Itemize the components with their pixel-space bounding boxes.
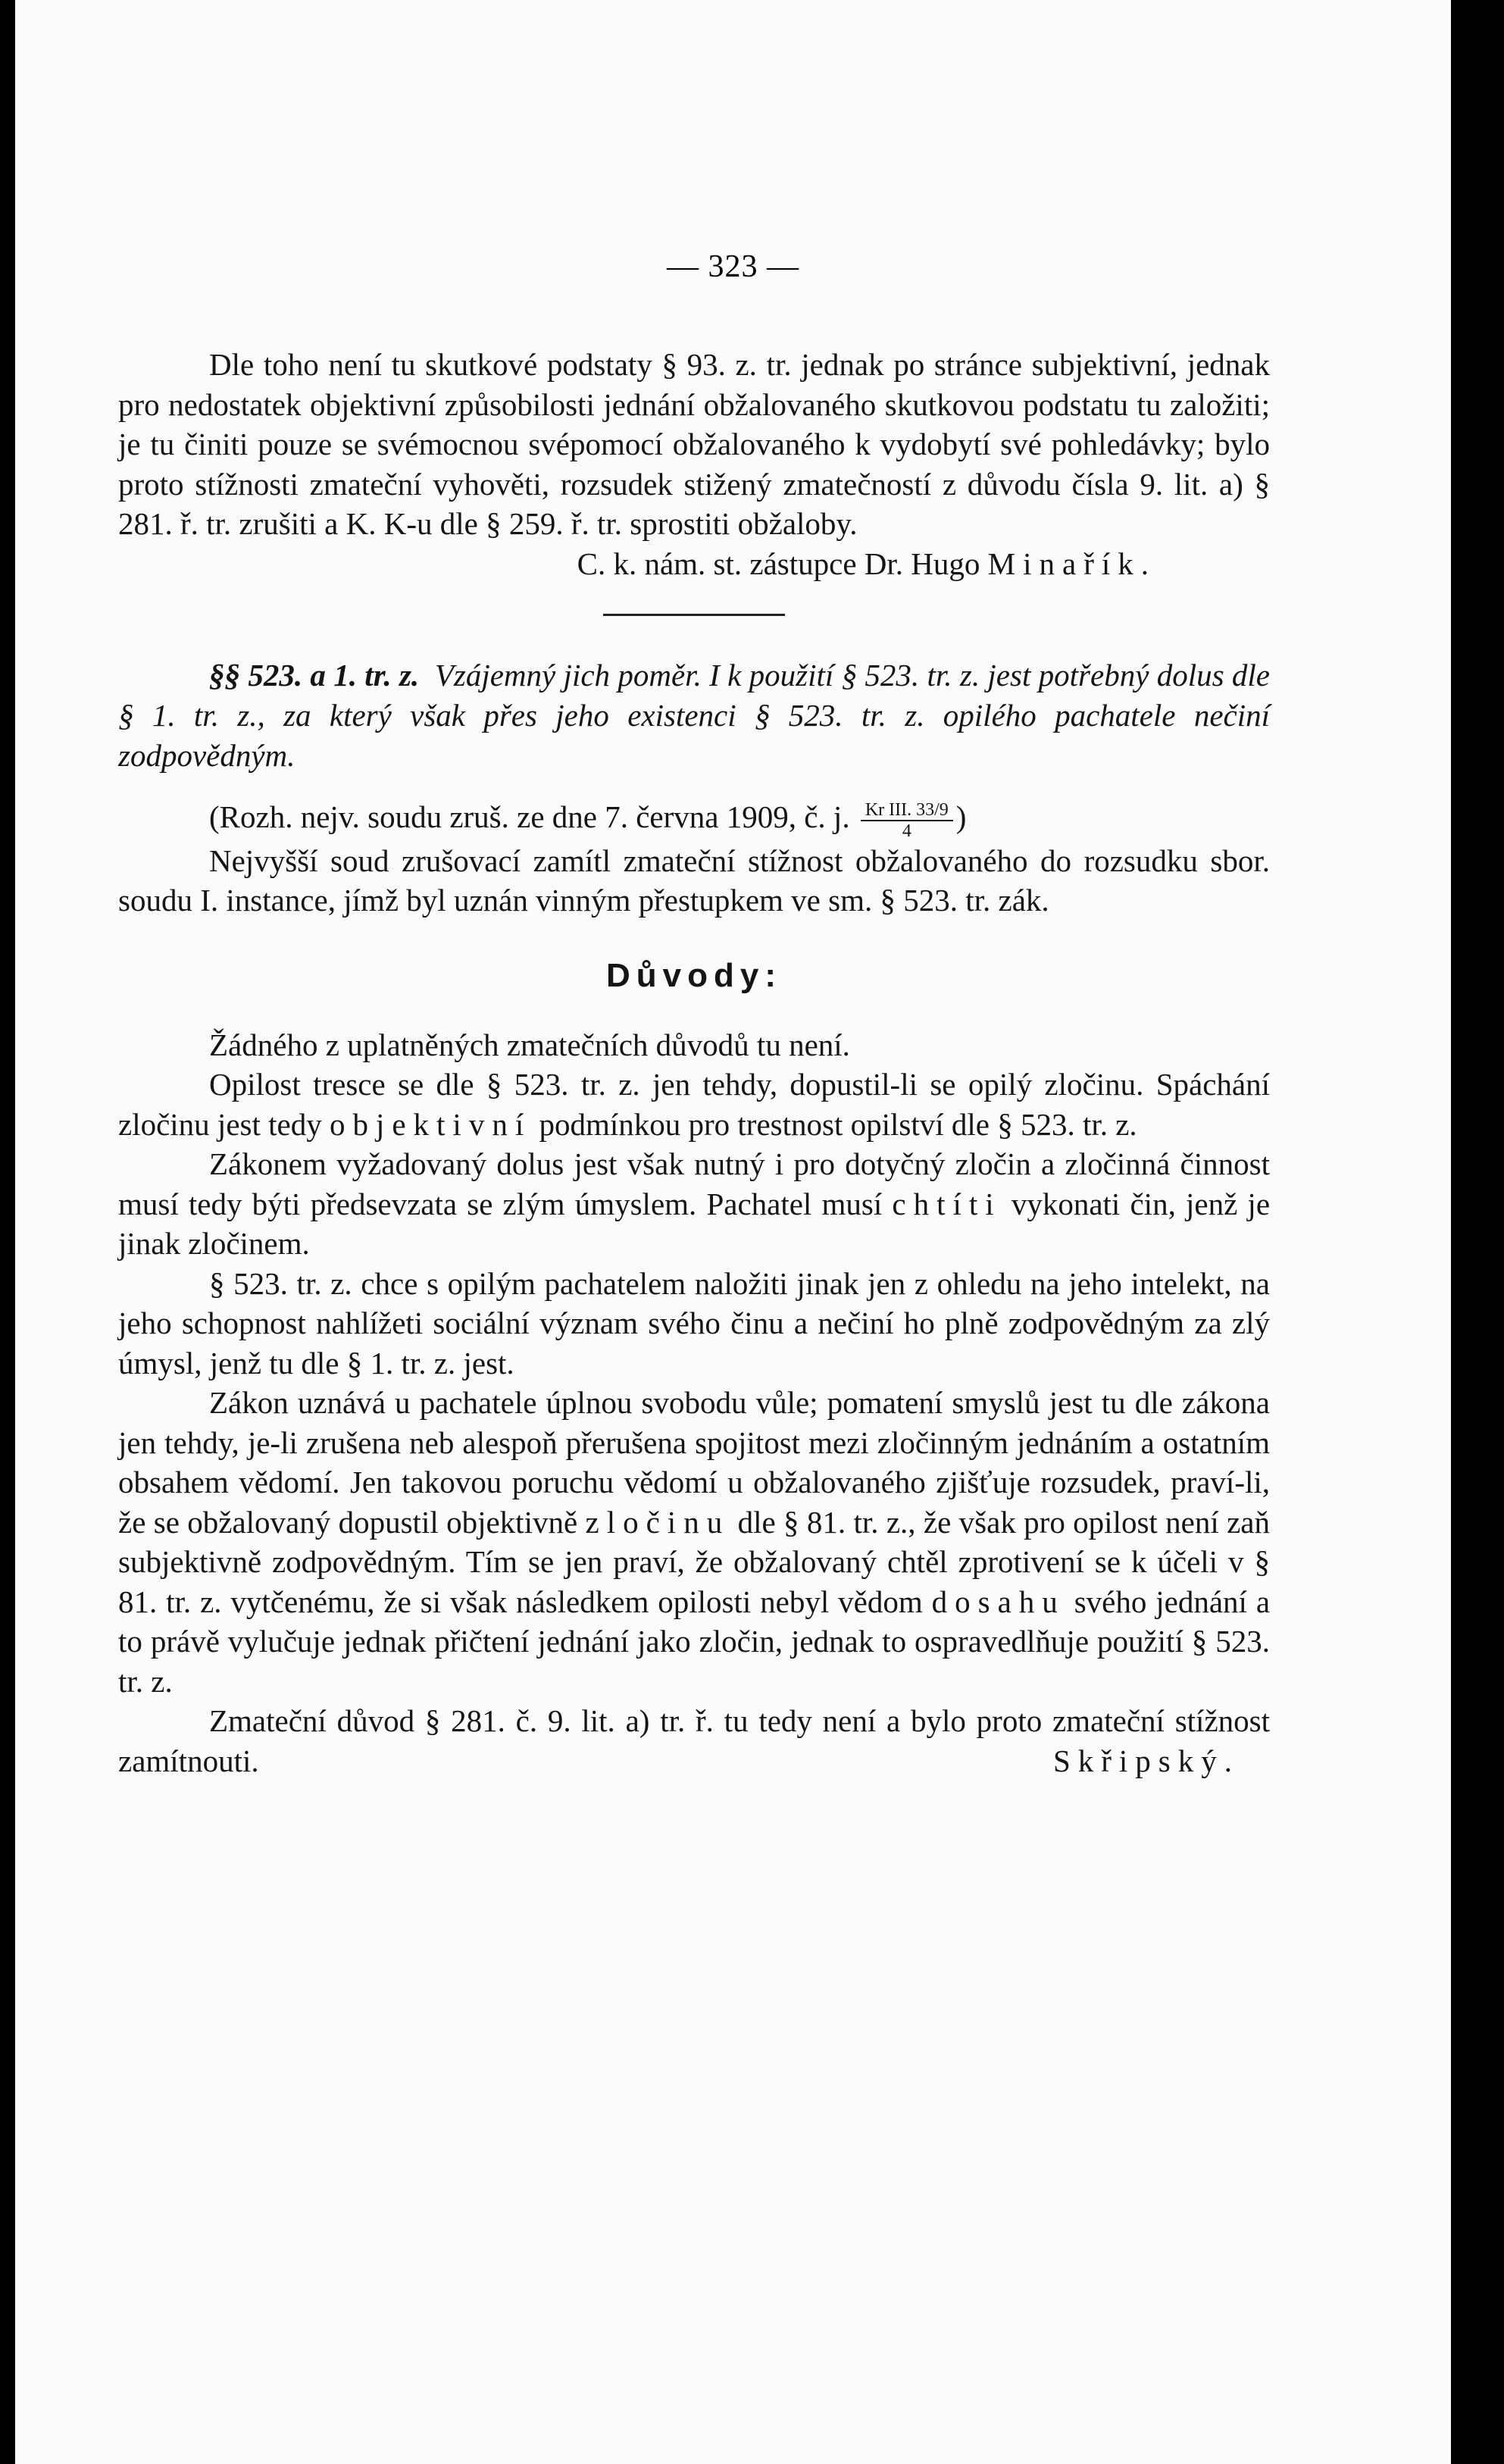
decision-paragraph: Nejvyšší soud zrušovací zamítl zmateční stížnost obžalovaného do rozsudku sbor. soudu I. instance, jímž byl uznán vinným přestupkem ve sm. § 523. tr. zák. bbox=[118, 843, 1270, 918]
signature-line bbox=[118, 544, 1270, 584]
citation-suffix: ) bbox=[955, 799, 967, 834]
document-body bbox=[118, 345, 1270, 1781]
reason-paragraph-2 bbox=[118, 1065, 1270, 1144]
headnote-text: Vzájemný jich poměr. I k použití § 523. tr. z. jest potřebný dolus dle § 1. tr. z., za který však přes jeho existenci § 523. tr. z. opilého pachatele nečiní zodpovědným. bbox=[118, 658, 1270, 773]
reason-6-text: Zmateční důvod § 281. č. 9. lit. a) tr. ř. tu tedy není a bylo proto zmateční stížnost zamítnouti. bbox=[118, 1703, 1270, 1778]
citation-prefix: (Rozh. nejv. soudu zruš. ze dne 7. června 1909, č. j. bbox=[209, 799, 850, 834]
separator-line bbox=[603, 614, 785, 616]
reason-paragraph-5 bbox=[118, 1383, 1270, 1701]
headnote-block bbox=[118, 655, 1270, 776]
reason-5-text-b: dle § 81. tr. z., že však pro opilost není zaň subjektivně zodpovědným. Tím se jen praví, že obžalovaný chtěl zprotivení se k účeli v § 81. tr. z. vytčenému, že si však následkem opilosti nebyl vědom bbox=[118, 1504, 1271, 1619]
reason-3-emphasis: chtíti bbox=[892, 1186, 1002, 1221]
reason-3-text-b: vykonati čin, jenž je jinak zločinem. bbox=[118, 1186, 1271, 1262]
document-page bbox=[15, 0, 1451, 2464]
reason-5-emphasis-1: zločinu bbox=[585, 1504, 730, 1540]
fraction-numerator: Kr III. 33/9 bbox=[861, 800, 953, 821]
signature-prefix: C. k. nám. st. zástupce Dr. Hugo bbox=[577, 546, 980, 581]
fraction-denominator: 4 bbox=[902, 821, 911, 841]
reason-paragraph-6 bbox=[118, 1701, 1270, 1781]
page-number: — 323 — bbox=[667, 249, 799, 284]
reason-paragraph-1: Žádného z uplatněných zmatečních důvodů tu není. bbox=[209, 1027, 850, 1062]
reason-2-text-a: Opilost tresce se dle § 523. tr. z. jen tehdy, dopustil-li se opilý zločinu. Spáchání zločinu jest tedy bbox=[118, 1067, 1270, 1142]
reasons-heading: Důvody: bbox=[606, 956, 782, 994]
judge-signature: Skřipský. bbox=[1052, 1743, 1240, 1778]
reason-2-emphasis: objektivní bbox=[329, 1106, 532, 1142]
court-citation bbox=[118, 797, 1270, 841]
reason-5-text-a: Zákon uznává u pachatele úplnou svobodu vůle; pomatení smyslů jest tu dle zákona jen tehdy, je-li zrušena neb alespoň přerušena spojitost mezi zločinným jednáním a ostatním obsahem vědomí. Jen takovou poruchu vědomí u obžalovaného zjišťuje rozsudek, praví-li, že se obžalovaný dopustil objektivně bbox=[118, 1385, 1270, 1540]
reason-paragraph-4: § 523. tr. z. chce s opilým pachatelem naložiti jinak jen z ohledu na jeho intelekt, na jeho schopnost nahlížeti sociální význam svého činu a nečiní ho plně zodpovědným za zlý úmysl, jenž tu dle § 1. tr. z. jest. bbox=[118, 1265, 1270, 1381]
reason-3-text-a: Zákonem vyžadovaný dolus jest však nutný i pro dotyčný zločin a zločinná činnost musí tedy býti předsevzata se zlým úmyslem. Pachatel musí bbox=[118, 1146, 1270, 1221]
headnote bbox=[118, 655, 1270, 776]
reason-5-emphasis-2: dosahu bbox=[931, 1584, 1065, 1619]
reason-2-text-b: podmínkou pro trestnost opilství dle § 523. tr. z. bbox=[539, 1106, 1137, 1142]
reason-paragraph-3 bbox=[118, 1144, 1270, 1264]
signature-name: Minařík. bbox=[987, 546, 1156, 581]
reason-5-text-c: svého jednání a to právě vylučuje jednak přičtení jednání jako zločin, jednak to ospravedlňuje použití § 523. tr. z. bbox=[118, 1584, 1271, 1699]
file-number-fraction bbox=[861, 800, 953, 841]
headnote-title: §§ 523. a 1. tr. z. bbox=[209, 658, 420, 693]
opening-paragraph: Dle toho není tu skutkové podstaty § 93. z. tr. jednak po stránce subjektivní, jednak pro nedostatek objektivní způsobilosti jednání obžalovaného skutkovou podstatu tu založiti; je tu činiti pouze se svémocnou svépomocí obžalovaného k vydobytí své pohledávky; bylo proto stížnosti zmateční vyhověti, rozsudek stižený zmatečností z důvodu čísla 9. lit. a) § 281. ř. tr. zrušiti a K. K-u dle § 259. ř. tr. sprostiti obžaloby. bbox=[118, 347, 1270, 541]
